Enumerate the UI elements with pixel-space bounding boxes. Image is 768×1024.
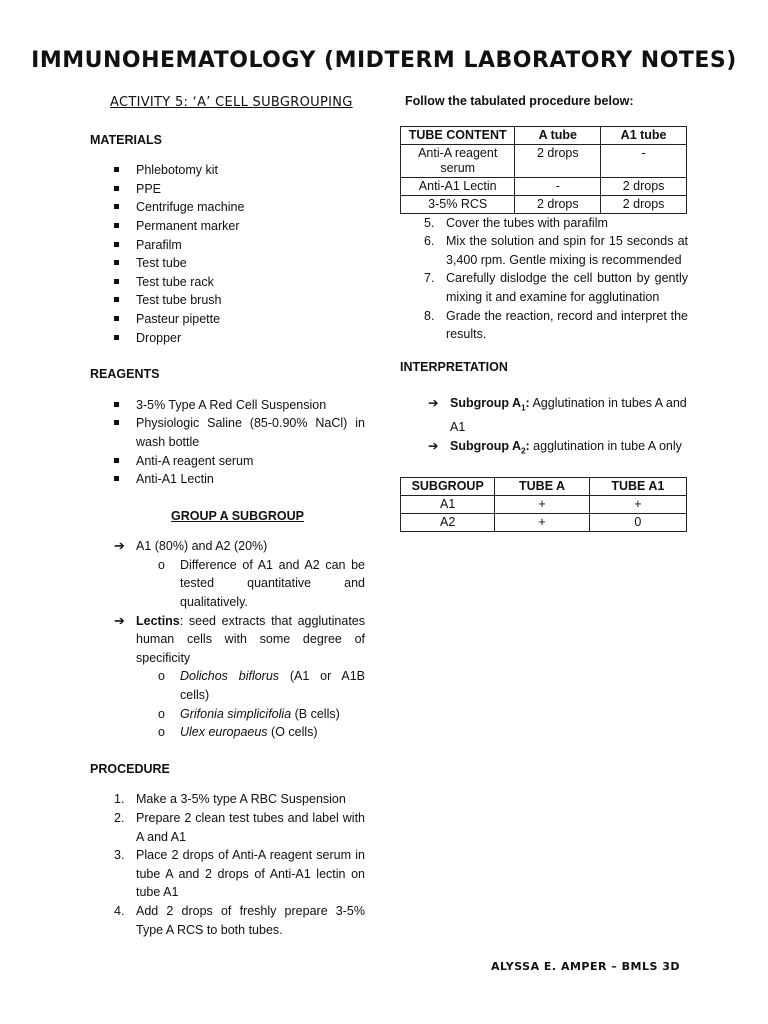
table-row [401, 496, 687, 514]
list-item: Pasteur pipette [90, 310, 365, 329]
arrow-right-icon: ➔ [114, 538, 125, 554]
list-item: 4. Add 2 drops of freshly prepare 3-5% Type A RCS to both tubes. [114, 903, 365, 937]
list-item: ➔ Lectins: seed extracts that agglutinates human cells with some degree of specificity [114, 612, 365, 665]
list-item: Dropper [90, 329, 365, 348]
table-header: TUBE CONTENT [401, 126, 515, 144]
list-item: 6. Mix the solution and spin for 15 seconds at 3,400 rpm. Gentle mixing is recommended [424, 234, 688, 267]
right-column [400, 92, 688, 532]
circle-bullet-icon: o [158, 706, 165, 721]
list-item: 1. Make a 3-5% type A RBC Suspension [114, 792, 346, 807]
table-cell: 2 drops [515, 144, 601, 177]
arrow-right-icon: ➔ [428, 396, 439, 411]
tube-content-table [400, 126, 687, 214]
activity-title: ACTIVITY 5: ‘A’ CELL SUBGROUPING [110, 95, 353, 110]
list-item: 5. Cover the tubes with parafilm [424, 215, 608, 230]
author-footer: ALYSSA E. AMPER – BMLS 3D [490, 960, 680, 973]
circle-bullet-icon: o [158, 557, 165, 572]
table-row [401, 144, 687, 177]
list-item: 8. Grade the reaction, record and interpret the results. [424, 308, 688, 342]
table-cell: 2 drops [601, 177, 687, 195]
list-item: ➔ Subgroup $A_1$: Agglutination in tubes A and A1 [428, 396, 687, 435]
table-header: TUBE A1 [589, 478, 686, 496]
table-cell: A1 [401, 496, 495, 514]
table-header: TUBE A [495, 478, 589, 496]
procedure-continued-list [400, 214, 688, 344]
materials-heading: MATERIALS [90, 132, 162, 147]
list-item: Test tube rack [90, 273, 365, 292]
list-item: o Ulex europaeus (O cells) [90, 723, 365, 742]
procedure-heading: PROCEDURE [90, 761, 170, 776]
list-item: 7. Carefully dislodge the cell button by gently mixing it and examine for agglutination [424, 271, 688, 304]
group-a-subgroup-heading: GROUP A SUBGROUP [171, 508, 304, 523]
list-item: ➔ A1 (80%) and A2 (20%) [90, 537, 365, 556]
table-cell: 0 [589, 514, 686, 532]
list-item: Phlebotomy kit [90, 161, 365, 180]
arrow-right-icon: ➔ [114, 612, 125, 628]
circle-bullet-icon: o [158, 669, 165, 684]
table-row [401, 177, 687, 195]
list-item: ➔ Subgroup $A_2$: agglutination in tube A only [428, 439, 682, 456]
list-item: 3. Place 2 drops of Anti-A reagent serum in tube A and 2 drops of Anti-A1 lectin on tube A1 [114, 848, 365, 900]
table-cell: 3-5% RCS [401, 195, 515, 213]
table-cell: - [601, 144, 687, 177]
circle-bullet-icon: o [158, 725, 165, 740]
list-item: Anti-A1 Lectin [90, 470, 365, 489]
list-item: Physiologic Saline (85-0.90% NaCl) in wash bottle [90, 414, 365, 451]
list-item: Permanent marker [90, 217, 365, 236]
list-item: Anti-A reagent serum [90, 452, 365, 471]
list-item: o Grifonia simplicifolia (B cells) [90, 705, 365, 724]
subgroup-table [400, 477, 687, 532]
table-cell: - [515, 177, 601, 195]
table-cell: 2 drops [601, 195, 687, 213]
table-intro: Follow the tabulated procedure below: [405, 94, 634, 108]
reagents-list [90, 396, 365, 489]
list-item: o Dolichos biflorus (A1 or A1B cells) [158, 669, 365, 703]
table-header: A1 tube [601, 126, 687, 144]
table-header: SUBGROUP [401, 478, 495, 496]
page-title: IMMUNOHEMATOLOGY (MIDTERM LABORATORY NOTES) [31, 48, 737, 73]
table-cell: + [589, 496, 686, 514]
lectins-term: Lectins [136, 613, 180, 628]
list-item: Centrifuge machine [90, 198, 365, 217]
table-cell: 2 drops [515, 195, 601, 213]
table-cell: A2 [401, 514, 495, 532]
table-row [401, 514, 687, 532]
procedure-list [90, 790, 365, 939]
list-item: 3-5% Type A Red Cell Suspension [90, 396, 365, 415]
table-cell: Anti-A reagent serum [401, 144, 515, 177]
list-item: Test tube brush [90, 291, 365, 310]
list-item: PPE [90, 180, 365, 199]
list-item: Parafilm [90, 236, 365, 255]
table-row [401, 195, 687, 213]
reagents-heading: REAGENTS [90, 367, 160, 382]
arrow-right-icon: ➔ [428, 439, 439, 454]
materials-list [90, 161, 365, 347]
list-item: 2. Prepare 2 clean test tubes and label with A and A1 [114, 811, 365, 844]
interpretation-heading: INTERPRETATION [400, 359, 508, 374]
list-item: o Difference of A1 and A2 can be tested quantitative and qualitatively. [158, 557, 365, 610]
left-column [90, 92, 365, 939]
table-cell: + [495, 514, 589, 532]
table-cell: Anti-A1 Lectin [401, 177, 515, 195]
table-header: A tube [515, 126, 601, 144]
list-item: Test tube [90, 254, 365, 273]
table-cell: + [495, 496, 589, 514]
table-header-row [401, 126, 687, 144]
table-header-row [401, 478, 687, 496]
